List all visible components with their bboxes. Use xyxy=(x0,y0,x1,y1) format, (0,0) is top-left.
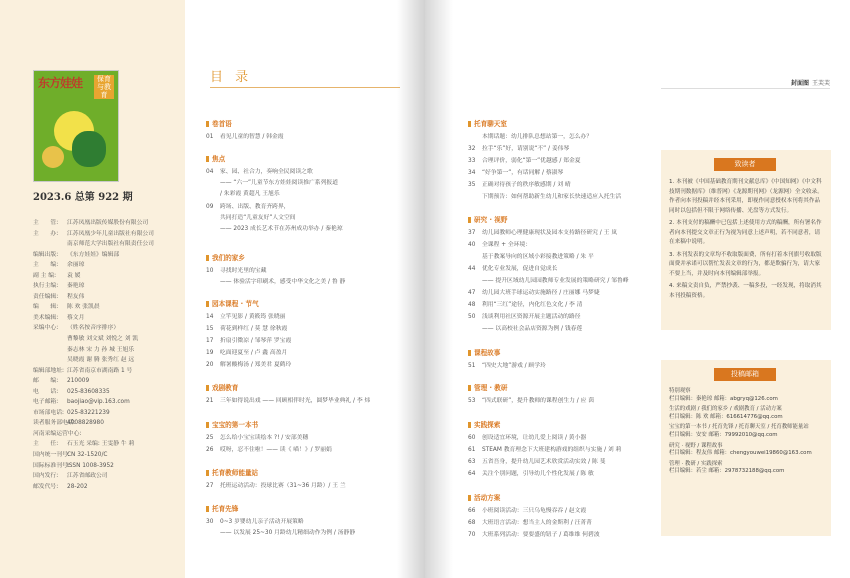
toc-page-number: 68 xyxy=(468,520,476,526)
toc-entry xyxy=(206,177,338,186)
toc-entry-title: STEAM 教育理念下大班建构游戏的组织与实施 / 刘 莉 xyxy=(482,447,622,453)
notice-paragraph: 4. 来稿文责自负，严禁抄袭、一稿多投，一经发现，将取消其本刊投稿资格。 xyxy=(669,283,822,299)
masthead-row xyxy=(33,229,183,240)
toc-entry xyxy=(206,265,266,274)
masthead-value: （姓名按音序排序） xyxy=(67,325,120,332)
toc-entry-title: 全课程 + 全环境： xyxy=(482,242,532,248)
page-spine-shadow xyxy=(425,0,453,578)
masthead-label: 采编中心: xyxy=(33,325,59,332)
toc-entry-title: 幼儿园大班手球运动实施路径 / 庄丽娜 马梦婕 xyxy=(482,290,600,296)
submission-line: 栏目编辑：若尘 邮箱：2978732188@qq.com xyxy=(669,468,785,475)
toc-entry-title: “四式联研”，提升教师的课程创生力 / 应 茵 xyxy=(482,398,595,404)
toc-section-heading: 我们的家乡 xyxy=(206,252,245,262)
masthead-row xyxy=(33,387,183,398)
cover-thumbnail xyxy=(33,70,119,182)
cover-art xyxy=(72,131,106,167)
masthead-label: 责任编辑: xyxy=(33,293,59,300)
toc-section-heading: 研究 · 视野 xyxy=(468,214,507,224)
masthead-row xyxy=(33,281,183,292)
toc-entry xyxy=(468,505,586,514)
masthead-label xyxy=(33,334,67,345)
submission-line: 栏目编辑：程友伟 邮箱：chengyouwei19860@163.com xyxy=(669,450,812,457)
notice-paragraph: 1. 本刊被《中国基础教育期刊文献总库》《中国知网》《中文科技期刊数据库》（维普网）《龙源期刊网》（龙源网）全文收录。作者向本刊投稿并经本刊采用，即视作同意授权本刊将其作品同时以包括但不限于网络传播、光盘等方式发行。 xyxy=(669,179,823,214)
toc-entry xyxy=(468,299,582,308)
masthead-row xyxy=(33,260,183,271)
masthead-row xyxy=(33,345,183,356)
toc-page-number: 25 xyxy=(206,435,214,441)
toc-entry xyxy=(468,468,594,477)
toc-section-heading: 卷首语 xyxy=(206,118,232,128)
toc-entry-title: 吃面迎夏至 / 卢 鑫 高盈月 xyxy=(220,350,288,356)
submission-line: 栏目编辑：秦艳琼 邮箱：abgryq@126.com xyxy=(669,395,778,402)
issue-number: 2023.6 总第 922 期 xyxy=(33,192,133,203)
masthead-value: 秦艳琼 xyxy=(67,283,85,290)
right-page xyxy=(425,0,850,578)
toc-entry xyxy=(468,529,600,538)
toc-entry xyxy=(206,166,313,175)
masthead-label: 国内发行: xyxy=(33,473,59,480)
toc-section-heading: 园本课程 · 节气 xyxy=(206,298,259,308)
toc-entry xyxy=(468,239,531,248)
toc-entry-title: 折扇引微凉 / 邹琴萍 罗宝霞 xyxy=(220,338,292,344)
submission-line: 生活的戏剧 / 我们的家乡 / 戏剧教育 / 活动方案 xyxy=(669,406,782,413)
toc-page-number: 30 xyxy=(206,519,214,525)
submission-line: 特别观察 xyxy=(669,388,691,394)
toc-page-number: 50 xyxy=(468,314,476,320)
toc-page-number: 17 xyxy=(206,338,214,344)
toc-page-number: 70 xyxy=(468,532,476,538)
toc-entry-title: 0~3 岁婴幼儿亲子活动开展策略 xyxy=(220,519,304,525)
toc-entry xyxy=(468,131,592,140)
masthead-value: 28-202 xyxy=(67,483,88,490)
toc-section-heading: 戏剧教育 xyxy=(206,382,238,392)
cover-subtitle: 保育与教育 xyxy=(94,75,114,99)
submission-line: 栏目编辑：陈 欢 邮箱：616614776@qq.com xyxy=(669,413,783,420)
toc-page-number: 53 xyxy=(468,398,476,404)
toc-entry-title: 本期话题：幼儿排队总想站第一，怎么办？ xyxy=(482,134,593,140)
toc-entry-title: —— 以高校社会品店资源为例 / 钱春莲 xyxy=(482,326,583,332)
toc-entry-title: “好争第一”，有话同解 / 蔡淑琴 xyxy=(482,170,564,176)
toc-entry-title: 立竿见影 / 黄筱筠 张晓丽 xyxy=(220,314,286,320)
masthead-row xyxy=(33,429,183,440)
toc-entry xyxy=(206,131,284,140)
toc-entry-title: “四史大地”游戏 / 顾学玲 xyxy=(482,363,546,369)
toc-entry xyxy=(206,323,287,332)
masthead-value: 江苏凤凰少年儿童出版社有限公司 xyxy=(67,230,154,237)
masthead-label: 主 编: xyxy=(33,262,59,269)
masthead-label xyxy=(33,355,67,366)
submission-title: 投稿邮箱 xyxy=(714,368,776,381)
submission-box xyxy=(661,360,831,536)
toc-entry-title: 看见儿童的智慧 / 韩金霞 xyxy=(220,134,284,140)
toc-entry-title: 五省吾身，提升幼儿园艺术欣赏活动实效 / 陈 斐 xyxy=(482,459,606,465)
toc-entry xyxy=(468,287,600,296)
toc-page-number: 04 xyxy=(206,169,214,175)
masthead-row xyxy=(33,218,183,229)
masthead-row xyxy=(33,482,183,493)
masthead-label: 编辑出版: xyxy=(33,251,59,258)
toc-entry-title: 幼儿园教师心理健康现状及园本支持路径研究 / 王 岚 xyxy=(482,230,618,236)
toc-section-heading: 课程故事 xyxy=(468,347,500,357)
toc-entry-title: 三年如得说出戏 —— 回顾相伴时光，圆梦毕业典礼 / 李 炜 xyxy=(220,398,371,404)
toc-entry-title: 下期预告：如何帮助新生幼儿和家长快速适应入托生活 xyxy=(482,194,622,200)
toc-section-heading: 托育教师能量站 xyxy=(206,467,258,477)
toc-page-number: 09 xyxy=(206,204,214,210)
notice-title: 致读者 xyxy=(714,158,776,171)
toc-entry-title: —— 以发展 25~30 月龄幼儿精细动作为例 / 汤静静 xyxy=(220,530,356,536)
toc-page-number: 37 xyxy=(468,230,476,236)
masthead-value: 南京师范大学出版社有限责任公司 xyxy=(67,241,154,248)
toc-entry-title: 基于教案导向的区域小彩接教进策略 / 朱 平 xyxy=(482,254,594,260)
toc-page-number: 27 xyxy=(206,483,214,489)
toc-entry-title: 跨场、出版、教育齐跨界， xyxy=(220,204,290,210)
notice-body xyxy=(669,178,825,304)
masthead-label: 国际标准刊号: xyxy=(33,462,70,469)
masthead-row xyxy=(33,292,183,303)
toc-page-number: 47 xyxy=(468,290,476,296)
masthead-label: 电子邮箱: xyxy=(33,399,59,406)
cover-art xyxy=(42,146,64,168)
masthead-value: 025-83221239 xyxy=(67,409,110,416)
masthead-label: 主 管: xyxy=(33,220,59,226)
toc-page-number: 40 xyxy=(468,242,476,248)
toc-entry xyxy=(468,311,581,320)
masthead-label: 邮 编: xyxy=(33,378,59,385)
masthead-row xyxy=(33,250,183,261)
toc-title: 目 录 xyxy=(210,70,253,85)
toc-page-number: 21 xyxy=(206,398,214,404)
masthead-value: 袁 媛 xyxy=(67,272,81,279)
masthead-label: 编辑部地址: xyxy=(33,367,64,374)
submission-group xyxy=(669,406,827,421)
toc-entry-title: 大班语言活动：想当主人的金斯利 / 汪菁菁 xyxy=(482,520,592,526)
running-head-author: 王芙芙 xyxy=(811,80,830,87)
toc-entry-title: 合理评价，弱化“第一”优越感 / 郑金夏 xyxy=(482,158,581,164)
toc-entry xyxy=(206,335,291,344)
submission-line: 研究 · 视野 / 课程故事 xyxy=(669,442,723,449)
toc-entry xyxy=(468,395,594,404)
masthead-value: 秦志林 宋 力 孙 城 王旭乐 xyxy=(67,346,135,353)
masthead-value: 江苏凤凰出版传媒股份有限公司 xyxy=(67,220,149,226)
toc-page-number: 35 xyxy=(468,182,476,188)
toc-section-heading: 托育聊天室 xyxy=(468,118,507,128)
toc-entry xyxy=(468,227,617,236)
toc-section-heading: 管理 · 教研 xyxy=(468,382,507,392)
masthead-value: baojiao@vip.163.com xyxy=(67,399,130,406)
submission-line: 栏目编辑：安安 邮箱：79992010@qq.com xyxy=(669,431,778,438)
toc-entry-title: / 朱彩霞 黄超凡 王旭乐 xyxy=(220,191,280,197)
toc-entry xyxy=(468,263,557,272)
toc-entry xyxy=(468,360,546,369)
toc-section-heading: 托育先锋 xyxy=(206,503,238,513)
masthead-label: 编 辑: xyxy=(33,304,59,311)
toc-entry-title: 浅谈利用社区资源开展主题活动的路径 xyxy=(482,314,581,320)
toc-page-number: 19 xyxy=(206,350,214,356)
toc-page-number: 61 xyxy=(468,447,476,453)
toc-entry xyxy=(206,432,308,441)
toc-entry-title: 大班系列活动：要要盛的钮子 / 葛维维 何碧波 xyxy=(482,532,600,538)
toc-entry xyxy=(468,323,582,332)
masthead-row xyxy=(33,334,183,345)
toc-page-number: 34 xyxy=(468,170,476,176)
masthead-list xyxy=(33,218,183,492)
submission-group xyxy=(669,424,827,439)
masthead-label: 河南采编运营中心: xyxy=(33,430,82,437)
masthead-label: 副 主 编: xyxy=(33,272,57,279)
masthead-value xyxy=(67,429,183,440)
toc-entry-title: 利用“三红”途径，内化红色文化 / 李 清 xyxy=(482,302,583,308)
masthead-value: 程友伟 xyxy=(67,293,85,300)
toc-entry xyxy=(468,444,621,453)
masthead-row xyxy=(33,450,183,461)
masthead-row xyxy=(33,302,183,313)
toc-page-number: 64 xyxy=(468,471,476,477)
toc-page-number: 51 xyxy=(468,363,476,369)
masthead-value: 江苏省南京市湖南路 1 号 xyxy=(67,367,133,374)
toc-entry-title: —— “六一”儿童节东方娃娃阅读推广系列报道 xyxy=(220,180,338,186)
toc-entry-title: 哎呀，忍不住啦！—— 读《 喵！》/ 罗丽娟 xyxy=(220,447,332,453)
notice-paragraph: 3. 本刊发表的文章均不收取版面费，所有打着本刊旗号收取版面费并承诺可以帮忙发表文章的行为，都是欺骗行为，请大家不要上当，并及时向本刊编辑部举报。 xyxy=(669,251,822,277)
toc-entry-title: 正确对待孩子的秩序敏感期 / 刘 晴 xyxy=(482,182,571,188)
toc-page-number: 63 xyxy=(468,459,476,465)
masthead-label: 电 话: xyxy=(33,388,59,395)
masthead-label: 邮发代号: xyxy=(33,483,59,490)
toc-entry xyxy=(206,188,280,197)
toc-entry xyxy=(468,191,621,200)
toc-entry xyxy=(206,347,287,356)
masthead-label: 国内统一刊号: xyxy=(33,452,70,459)
masthead-row xyxy=(33,313,183,324)
submission-group xyxy=(669,443,827,458)
toc-entry xyxy=(206,201,290,210)
toc-page-number: 60 xyxy=(468,435,476,441)
submission-group xyxy=(669,388,827,403)
masthead-value: 江苏省邮政公司 xyxy=(67,473,108,480)
masthead-row xyxy=(33,239,183,250)
masthead-value: ISSN 1008-3952 xyxy=(67,462,114,469)
masthead-row xyxy=(33,418,183,429)
toc-entry xyxy=(206,359,291,368)
masthead-row xyxy=(33,355,183,366)
masthead-value: 4008828980 xyxy=(67,420,104,427)
masthead-value: 蔡文月 xyxy=(67,314,85,321)
toc-page-number: 10 xyxy=(206,268,214,274)
toc-page-number: 33 xyxy=(468,158,476,164)
masthead-value: 余丽琼 xyxy=(67,262,85,269)
masthead-label: 主 办: xyxy=(33,230,59,237)
toc-section-heading: 实践探索 xyxy=(468,419,500,429)
submission-line: 宝宝的第一本书 / 托育先锋 / 托育聊天室 / 托育教师能量站 xyxy=(669,424,809,431)
toc-entry-title: 荷花到样红 / 莫 慧 徐秋霞 xyxy=(220,326,288,332)
masthead-row xyxy=(33,471,183,482)
toc-entry xyxy=(468,456,605,465)
toc-entry xyxy=(206,527,355,536)
toc-entry xyxy=(468,517,592,526)
masthead-value: 石玉光 采编: 王雯静 牛 莉 xyxy=(67,441,135,448)
toc-entry-title: 小班阅读活动：三只乌龟慢吞吞 / 赵文霞 xyxy=(482,508,587,514)
masthead-row xyxy=(33,376,183,387)
toc-entry-title: —— 体验活字印刷术，感受中华文化之美 / 鲁 静 xyxy=(220,279,346,285)
masthead-label xyxy=(33,345,67,356)
toc-page-number: 01 xyxy=(206,134,214,140)
toc-page-number: 66 xyxy=(468,508,476,514)
masthead-row xyxy=(33,397,183,408)
toc-entry-title: 关注个别问题，引导幼儿个性化发展 / 陈 敏 xyxy=(482,471,594,477)
toc-page-number: 44 xyxy=(468,266,476,272)
masthead-row xyxy=(33,366,183,377)
masthead-label: 读者服务部电话: xyxy=(33,420,76,427)
running-head xyxy=(791,78,830,87)
toc-entry xyxy=(206,276,345,285)
toc-entry xyxy=(468,143,569,152)
toc-entry xyxy=(468,251,594,260)
toc-entry-title: 共同打造“儿童友好”人文空间 xyxy=(220,215,296,221)
page-spine-shadow xyxy=(397,0,425,578)
toc-entry-title: 优化专业发展，促进自觉成长 xyxy=(482,266,558,272)
toc-entry xyxy=(468,155,581,164)
toc-entry-title: —— 2023 成长艺术节在苏州成功举办 / 秦艳琼 xyxy=(220,226,343,232)
masthead-label xyxy=(33,239,67,250)
running-head-section: 封面图 xyxy=(790,80,809,87)
toc-entry xyxy=(206,223,343,232)
toc-page-number: 32 xyxy=(468,146,476,152)
toc-entry xyxy=(206,480,346,489)
masthead-value: 《东方娃娃》编辑部 xyxy=(67,251,120,258)
toc-entry xyxy=(206,311,285,320)
toc-entry-title: 家、园、社合力，奏响全民阅读之歌 xyxy=(220,169,313,175)
submission-body xyxy=(669,388,827,479)
toc-entry xyxy=(206,444,332,453)
toc-entry xyxy=(468,167,563,176)
masthead-value: 吴晓霞 谢 腾 张秀红 赵 远 xyxy=(67,357,135,364)
cover-logo: 东方娃娃 xyxy=(38,76,83,90)
notice-box xyxy=(661,150,831,330)
masthead-value: 025-83608335 xyxy=(67,388,110,395)
masthead-value: CN 32-1520/C xyxy=(67,452,108,459)
toc-page-number: 20 xyxy=(206,362,214,368)
toc-entry-title: —— 提升区域幼儿园园教师专业发展的策略研究 / 邹鲁峰 xyxy=(482,278,629,284)
toc-entry-title: 创设适宜环境，让幼儿爱上阅读 / 黄小器 xyxy=(482,435,587,441)
toc-entry-title: 拉手“乐”好，请别说“不” / 姜伟琴 xyxy=(482,146,570,152)
toc-entry-title: 怎么给小宝宝读绘本 ?! / 安部美穗 xyxy=(220,435,309,441)
toc-entry-title: 寻找时光里的宝藏 xyxy=(220,268,267,274)
toc-page-number: 48 xyxy=(468,302,476,308)
masthead-row xyxy=(33,439,183,450)
masthead-value: 210009 xyxy=(67,378,90,385)
toc-entry-title: 解暑酸梅汤 / 郑美君 夏鹤玲 xyxy=(220,362,292,368)
notice-paragraph: 2. 本刊支付的稿酬中已包括上述使用方式的稿酬，所有署名作者向本刊提交文章正行为视为同意上述声明，若不同意者，请在来稿中说明。 xyxy=(669,220,822,245)
submission-line: 管理 · 教研 / 实践探索 xyxy=(669,460,723,467)
masthead-value: 陈 欢 张凯晨 xyxy=(67,304,100,311)
masthead-row xyxy=(33,271,183,282)
divider xyxy=(210,87,400,88)
submission-group xyxy=(669,461,827,476)
masthead-row xyxy=(33,323,183,334)
toc-page-number: 14 xyxy=(206,314,214,320)
toc-page-number: 26 xyxy=(206,447,214,453)
toc-section-heading: 宝宝的第一本书 xyxy=(206,419,258,429)
toc-entry xyxy=(468,179,571,188)
toc-page-number: 15 xyxy=(206,326,214,332)
toc-entry xyxy=(206,395,370,404)
toc-entry xyxy=(206,516,304,525)
masthead-row xyxy=(33,408,183,419)
toc-entry-title: 托班运动活动：投球比赛（31~36 月龄）/ 王 兰 xyxy=(220,483,346,489)
masthead-label: 主 任: xyxy=(33,441,59,448)
toc-entry xyxy=(206,212,296,221)
toc-entry xyxy=(468,432,586,441)
masthead-row xyxy=(33,461,183,472)
masthead-label: 美术编辑: xyxy=(33,314,59,321)
masthead-value: 曹黎敏 刘文斌 刘悦之 刘 凯 xyxy=(67,336,139,343)
toc-section-heading: 活动方案 xyxy=(468,492,500,502)
masthead-label: 市场部电话: xyxy=(33,409,64,416)
toc-entry xyxy=(468,275,629,284)
masthead-label: 执行主编: xyxy=(33,283,59,290)
toc-section-heading: 焦点 xyxy=(206,153,225,163)
divider xyxy=(661,88,830,89)
